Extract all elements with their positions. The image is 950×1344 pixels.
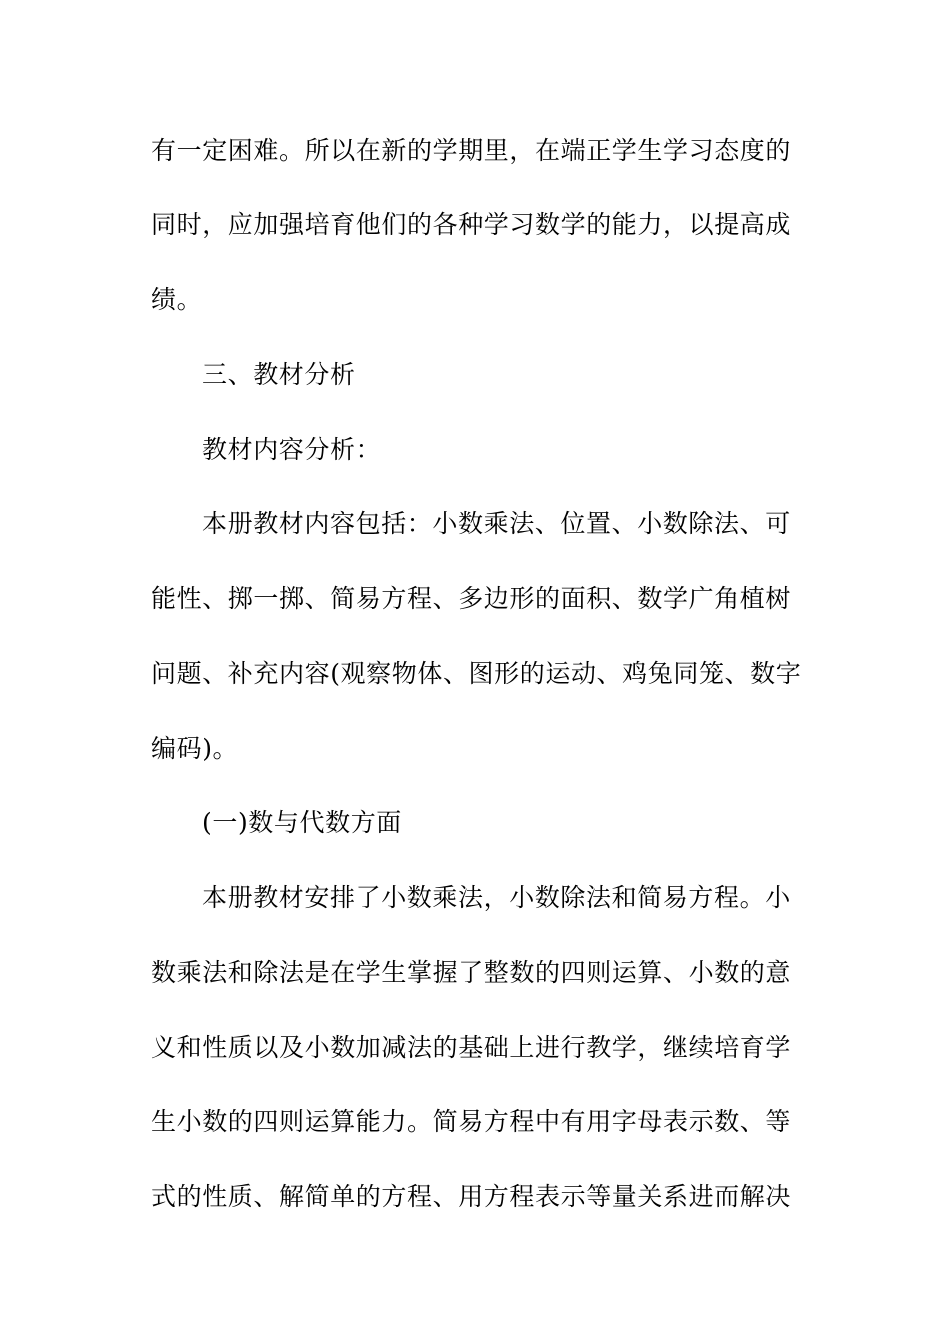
text-line-11: 本册教材安排了小数乘法，小数除法和简易方程。小 xyxy=(202,883,791,912)
text-line-14: 生小数的四则运算能力。简易方程中有用字母表示数、等 xyxy=(151,1107,792,1136)
text-line-2: 同时，应加强培育他们的各种学习数学的能力，以提高成 xyxy=(151,210,792,239)
subheading-content-analysis: 教材内容分析： xyxy=(202,435,382,464)
text-line-12: 数乘法和除法是在学生掌握了整数的四则运算、小数的意 xyxy=(151,958,792,987)
text-line-9: 编码)。 xyxy=(151,734,239,763)
text-line-8: 问题、补充内容(观察物体、图形的运动、鸡兔同笼、数字 xyxy=(151,659,802,688)
text-line-1: 有一定困难。所以在新的学期里，在端正学生学习态度的 xyxy=(151,136,792,165)
text-line-13: 义和性质以及小数加减法的基础上进行教学，继续培育学 xyxy=(151,1033,792,1062)
text-line-6: 本册教材内容包括：小数乘法、位置、小数除法、可 xyxy=(202,509,791,538)
text-line-15: 式的性质、解简单的方程、用方程表示等量关系进而解决 xyxy=(151,1182,792,1211)
text-line-3: 绩。 xyxy=(151,285,203,314)
text-line-7: 能性、掷一掷、简易方程、多边形的面积、数学广角植树 xyxy=(151,584,792,613)
subheading-number-algebra: (一)数与代数方面 xyxy=(202,808,402,837)
section-heading-teaching-material-analysis: 三、教材分析 xyxy=(202,360,356,389)
